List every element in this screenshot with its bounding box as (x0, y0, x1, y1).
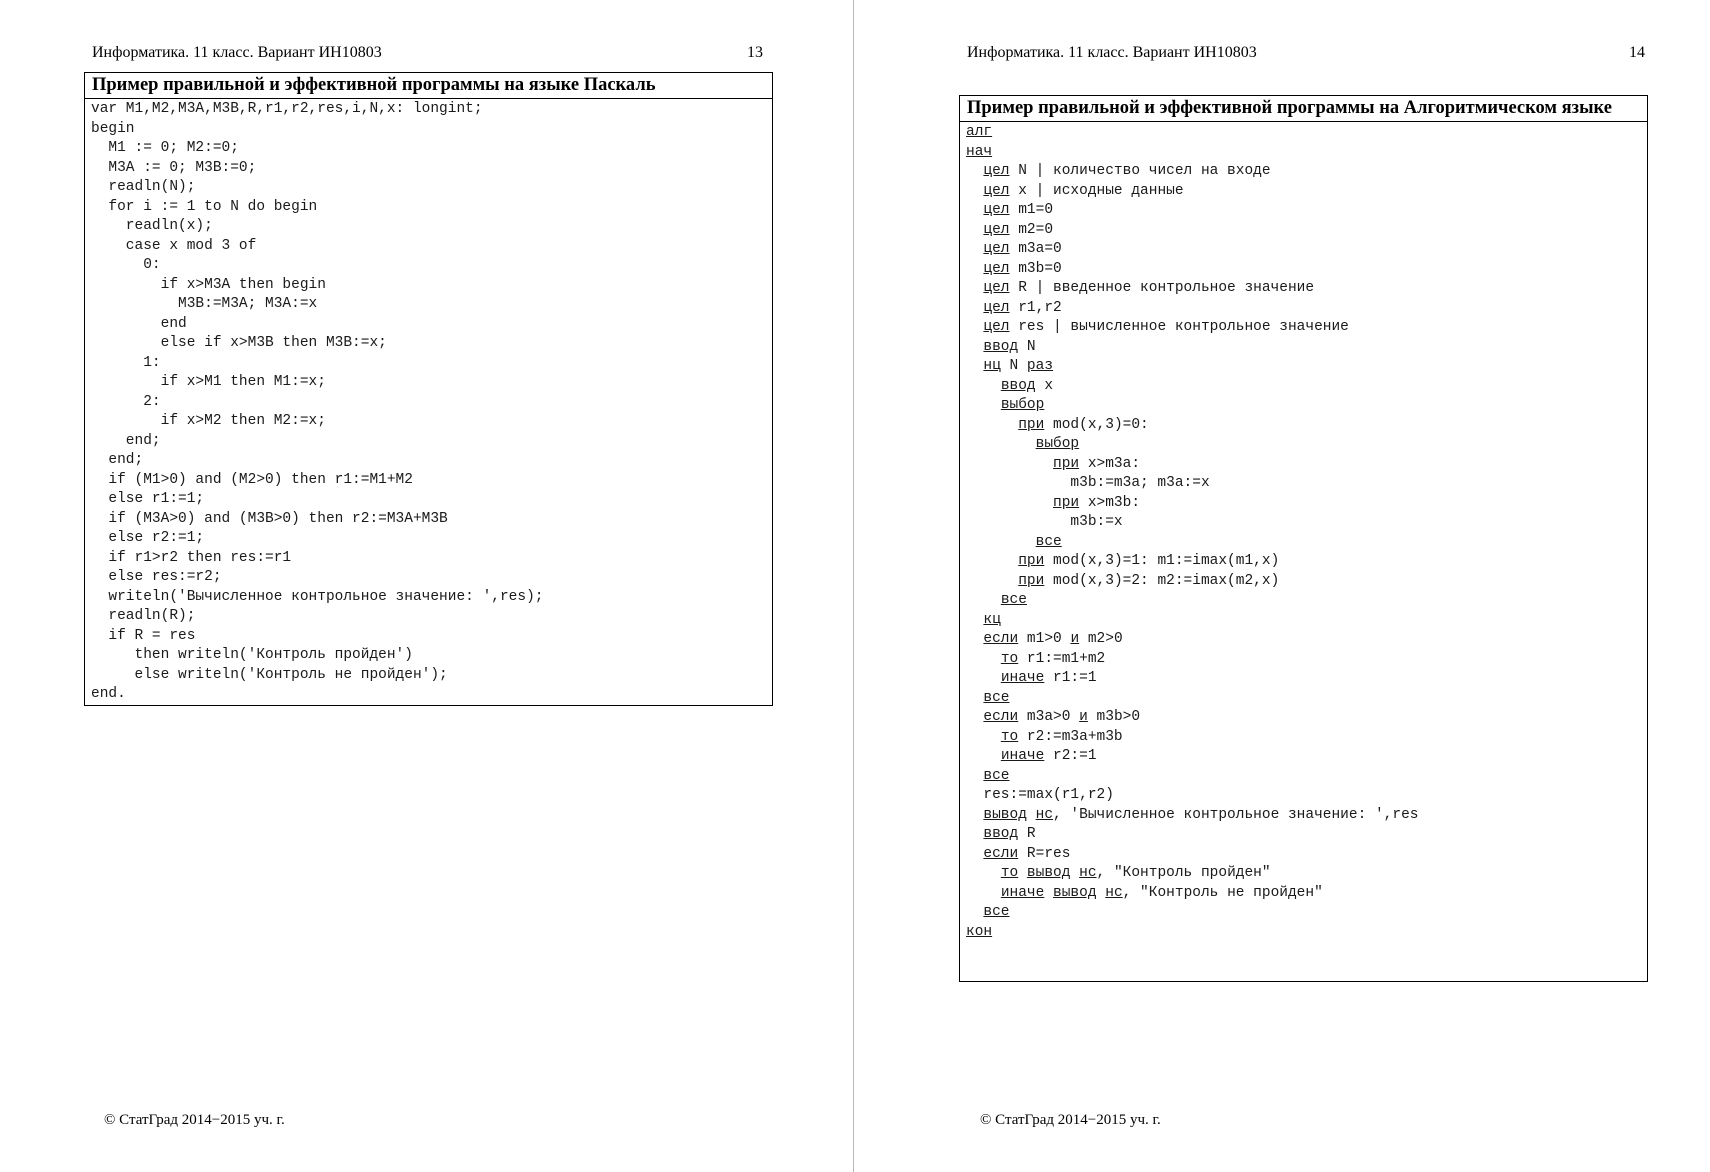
code-line (966, 747, 1641, 767)
code-text (966, 358, 983, 374)
code-text (966, 865, 1001, 881)
page-footer: © СтатГрад 2014−2015 уч. г. (980, 1112, 1161, 1128)
code-line (966, 260, 1641, 280)
code-line: if r1>r2 then res:=r1 (91, 549, 292, 566)
code-line (966, 455, 1641, 475)
code-text: , "Контроль не пройден" (1122, 884, 1323, 901)
code-keyword: цел (983, 280, 1010, 296)
code-text (1044, 885, 1053, 901)
code-line: if (M3A>0) and (M3B>0) then r2:=M3A+M3B (91, 510, 448, 527)
code-text (966, 807, 983, 823)
code-line: if x>M3A then begin (91, 276, 326, 293)
code-line: 2: (91, 393, 161, 410)
code-text: x>m3b: (1079, 494, 1141, 511)
code-keyword: ввод (983, 826, 1019, 842)
code-line: var M1,M2,M3A,M3B,R,r1,r2,res,i,N,x: longint; (91, 101, 483, 117)
code-keyword: ввод (983, 338, 1019, 355)
code-keyword: алг (966, 124, 993, 140)
code-text: N | количество чисел на входе (1009, 163, 1271, 179)
code-keyword: цел (983, 163, 1010, 179)
code-text (966, 397, 1001, 413)
code-line: 0: (91, 257, 161, 273)
code-text: , "Контроль пройден" (1096, 865, 1271, 881)
box-title: Пример правильной и эффективной программы на Алгоритмическом языке (960, 96, 1647, 122)
code-keyword: нач (966, 143, 993, 160)
code-line (966, 377, 1641, 397)
code-keyword: нс (1079, 865, 1097, 881)
code-line (966, 786, 1641, 806)
page-13 (0, 0, 853, 1172)
code-text: m3a=0 (1009, 241, 1062, 257)
code-line (966, 221, 1641, 241)
code-text: r1:=1 (1044, 670, 1097, 686)
code-text: r2:=m3a+m3b (1018, 728, 1123, 745)
code-line (966, 162, 1641, 182)
code-text: N (1000, 358, 1027, 374)
code-keyword: при (1053, 494, 1080, 511)
code-line: else r2:=1; (91, 530, 205, 546)
code-text (966, 534, 1036, 550)
code-text: , 'Вычисленное контрольное значение: ',res (1053, 806, 1419, 823)
code-text (966, 768, 983, 784)
code-line (966, 513, 1641, 533)
code-keyword: цел (983, 241, 1010, 257)
code-text (966, 631, 983, 647)
code-line (966, 474, 1641, 494)
code-line (966, 845, 1641, 865)
code-line: M3B:=M3A; M3A:=x (91, 296, 318, 312)
code-text: R (1018, 826, 1036, 842)
code-line: else r1:=1; (91, 491, 205, 507)
code-keyword: при (1018, 572, 1045, 589)
code-keyword: иначе (1000, 748, 1045, 764)
code-line (966, 611, 1641, 631)
code-line: else if x>M3B then M3B:=x; (91, 335, 387, 351)
code-keyword: и (1070, 631, 1080, 647)
code-text: m3b=0 (1009, 260, 1062, 277)
code-text (966, 456, 1053, 472)
code-text (966, 339, 983, 355)
code-keyword: то (1000, 650, 1019, 667)
code-keyword: вывод (1026, 865, 1071, 881)
code-text (966, 241, 983, 257)
code-line (966, 825, 1641, 845)
code-text: res | вычисленное контрольное значение (1009, 319, 1349, 335)
code-keyword: то (1000, 728, 1019, 745)
code-keyword: то (1000, 865, 1019, 881)
code-text (966, 709, 983, 725)
code-line: case x mod 3 of (91, 237, 257, 254)
code-text: mod(x,3)=1: m1:=imax(m1,x) (1044, 553, 1280, 569)
code-text (966, 222, 983, 238)
code-text: R=res (1018, 845, 1071, 862)
code-line (966, 533, 1641, 553)
page-header: Информатика. 11 класс. Вариант ИН10803 (967, 44, 1257, 61)
code-line (966, 650, 1641, 670)
code-line: if x>M2 then M2:=x; (91, 413, 326, 429)
code-line (966, 572, 1641, 592)
pascal-code (85, 99, 772, 705)
code-line (966, 143, 1641, 163)
code-text (966, 280, 983, 296)
code-text: m3b>0 (1087, 709, 1141, 725)
code-text: r2:=1 (1044, 748, 1097, 764)
code-line (966, 767, 1641, 787)
code-text (966, 261, 983, 277)
code-text (966, 612, 983, 628)
code-text: x | исходные данные (1009, 182, 1184, 199)
code-keyword: все (983, 767, 1010, 784)
code-keyword: если (983, 709, 1019, 725)
code-line (966, 299, 1641, 319)
code-line: else res:=r2; (91, 569, 222, 585)
code-text (966, 495, 1053, 511)
code-keyword: ввод (1000, 377, 1036, 394)
code-keyword: все (983, 689, 1010, 706)
code-keyword: цел (983, 221, 1010, 238)
code-line (966, 552, 1641, 572)
code-text: r1,r2 (1009, 299, 1062, 316)
code-text (1097, 885, 1106, 901)
page-14 (857, 0, 1710, 1172)
code-text: res:=max(r1,r2) (966, 787, 1114, 803)
code-text: x>m3a: (1079, 455, 1141, 472)
code-line (966, 923, 1641, 943)
code-line: end; (91, 432, 161, 449)
code-line (966, 416, 1641, 436)
code-text: N (1018, 338, 1036, 355)
code-line (966, 279, 1641, 299)
code-text: r1:=m1+m2 (1018, 650, 1106, 667)
code-text (966, 436, 1036, 452)
code-keyword: вывод (1053, 884, 1097, 901)
code-line: if (M1>0) and (M2>0) then r1:=M1+M2 (91, 471, 413, 488)
code-text (1018, 865, 1027, 881)
page-number: 14 (1629, 44, 1645, 61)
code-text: m3a>0 (1018, 709, 1080, 725)
code-text (966, 826, 983, 842)
code-line (966, 708, 1641, 728)
code-line (966, 201, 1641, 221)
code-text (966, 300, 983, 316)
code-line (966, 494, 1641, 514)
code-keyword: кц (983, 611, 1001, 628)
code-line: readln(N); (91, 179, 196, 195)
code-line (966, 884, 1641, 904)
code-keyword: вывод (983, 806, 1027, 823)
code-line (966, 435, 1641, 455)
code-line (966, 357, 1641, 377)
code-text (966, 202, 983, 218)
code-text (966, 670, 1001, 686)
code-line: for i := 1 to N do begin (91, 198, 318, 215)
code-text (966, 748, 1001, 764)
code-keyword: иначе (1000, 884, 1045, 901)
code-text: mod(x,3)=2: m2:=imax(m2,x) (1044, 572, 1280, 589)
code-text: x (1035, 377, 1054, 394)
code-keyword: если (983, 845, 1019, 862)
code-text: mod(x,3)=0: (1044, 416, 1149, 433)
code-line: then writeln('Контроль пройден') (91, 647, 413, 663)
code-line (966, 396, 1641, 416)
code-line (966, 591, 1641, 611)
pascal-program-box (84, 72, 773, 706)
code-line: begin (91, 120, 135, 137)
box-title: Пример правильной и эффективной программы на языке Паскаль (85, 73, 772, 99)
code-line: else writeln('Контроль не пройден'); (91, 666, 448, 683)
code-line (966, 123, 1641, 143)
code-text (1027, 807, 1036, 823)
code-text (966, 885, 1001, 901)
code-text (966, 651, 1001, 667)
code-text (966, 904, 983, 920)
code-line: M3A := 0; M3B:=0; (91, 159, 257, 176)
code-line (966, 806, 1641, 826)
code-keyword: цел (983, 260, 1010, 277)
code-text (966, 729, 1001, 745)
code-text (1070, 865, 1079, 881)
page-footer: © СтатГрад 2014−2015 уч. г. (104, 1112, 285, 1128)
code-text (966, 846, 983, 862)
code-keyword: если (983, 631, 1019, 647)
code-keyword: и (1079, 709, 1088, 725)
page-header: Информатика. 11 класс. Вариант ИН10803 (92, 44, 382, 61)
code-text (966, 690, 983, 706)
code-line (966, 864, 1641, 884)
code-line: readln(R); (91, 608, 196, 624)
code-line: 1: (91, 354, 161, 371)
code-text (966, 553, 1018, 569)
code-text (966, 163, 983, 179)
code-line: if x>M1 then M1:=x; (91, 374, 326, 390)
code-line: end (91, 315, 187, 332)
code-line (966, 338, 1641, 358)
code-line: writeln('Вычисленное контрольное значение: ',res); (91, 588, 544, 605)
code-line (966, 630, 1641, 650)
code-line: readln(x); (91, 218, 213, 234)
code-keyword: раз (1026, 358, 1054, 374)
algorithmic-code (960, 122, 1647, 942)
code-line (966, 689, 1641, 709)
code-keyword: все (1000, 592, 1027, 608)
code-line (966, 903, 1641, 923)
code-line: end; (91, 452, 144, 468)
code-line: end. (91, 686, 126, 702)
code-text (966, 573, 1018, 589)
code-keyword: нц (983, 358, 1001, 374)
code-text: m2>0 (1079, 631, 1123, 647)
code-keyword: цел (983, 319, 1010, 335)
code-keyword: все (983, 904, 1010, 920)
code-keyword: при (1018, 416, 1045, 433)
code-line (966, 318, 1641, 338)
code-text: m1=0 (1009, 202, 1054, 218)
code-text (966, 319, 983, 335)
code-text (966, 183, 983, 199)
code-text: m2=0 (1009, 221, 1054, 238)
code-keyword: нс (1035, 806, 1054, 823)
code-keyword: выбор (1000, 397, 1045, 413)
code-keyword: цел (983, 299, 1010, 316)
algorithmic-program-box (959, 95, 1648, 982)
code-text (966, 417, 1018, 433)
code-keyword: цел (983, 202, 1010, 218)
code-text (966, 592, 1001, 608)
code-line (966, 728, 1641, 748)
code-line: if R = res (91, 627, 196, 644)
code-keyword: кон (966, 923, 993, 940)
code-text: R | введенное контрольное значение (1009, 280, 1315, 296)
code-line: M1 := 0; M2:=0; (91, 140, 239, 156)
code-line (966, 240, 1641, 260)
page-number: 13 (747, 44, 763, 61)
code-text: m3b:=m3a; m3a:=x (966, 475, 1210, 491)
code-text: m1>0 (1018, 631, 1071, 647)
code-keyword: при (1018, 553, 1045, 569)
code-keyword: цел (983, 182, 1010, 199)
code-keyword: нс (1105, 884, 1123, 901)
code-text (966, 378, 1001, 394)
code-line (966, 669, 1641, 689)
code-keyword: выбор (1035, 436, 1080, 452)
code-keyword: все (1035, 533, 1062, 550)
code-keyword: при (1053, 455, 1080, 472)
code-text: m3b:=x (966, 514, 1123, 530)
code-line (966, 182, 1641, 202)
code-keyword: иначе (1000, 670, 1045, 686)
